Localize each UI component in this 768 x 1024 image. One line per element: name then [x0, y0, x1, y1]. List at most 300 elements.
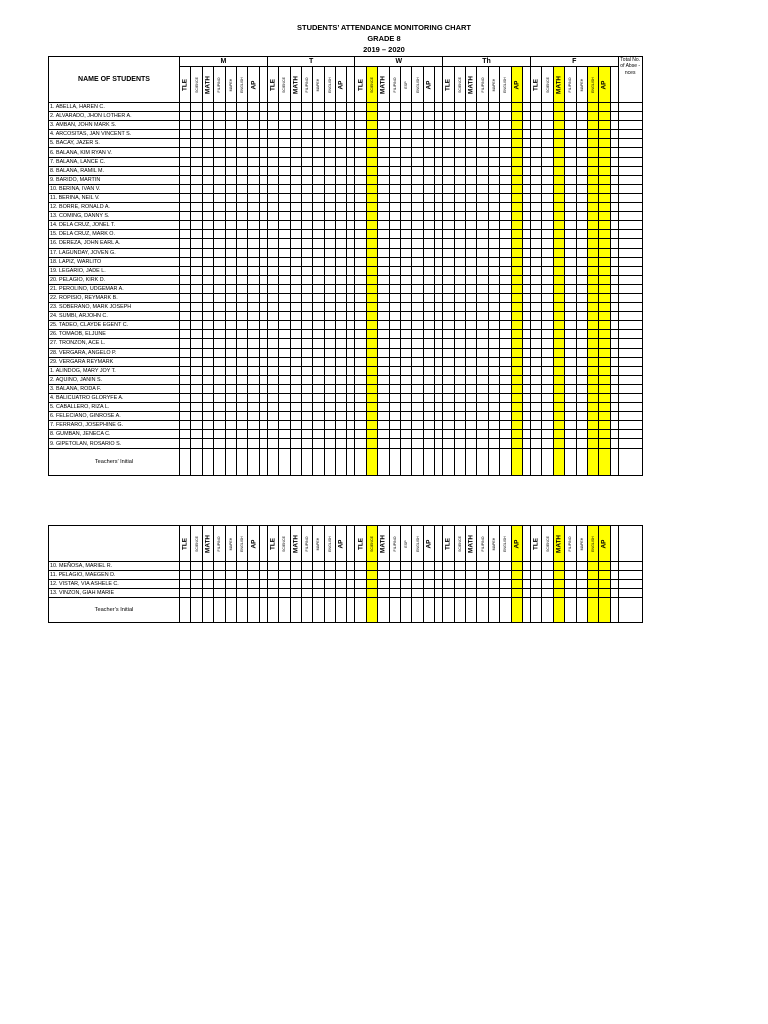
attendance-cell[interactable] — [530, 166, 541, 175]
attendance-cell[interactable] — [225, 257, 236, 266]
attendance-cell[interactable] — [324, 330, 335, 339]
attendance-cell[interactable] — [214, 139, 225, 148]
attendance-cell[interactable] — [488, 184, 499, 193]
attendance-cell[interactable] — [180, 239, 191, 248]
attendance-cell[interactable] — [454, 303, 465, 312]
attendance-cell[interactable] — [180, 598, 191, 623]
attendance-cell[interactable] — [401, 257, 412, 266]
attendance-cell[interactable] — [214, 448, 225, 475]
attendance-cell[interactable] — [454, 266, 465, 275]
attendance-cell[interactable] — [576, 348, 587, 357]
attendance-cell[interactable] — [401, 348, 412, 357]
attendance-cell[interactable] — [553, 412, 564, 421]
attendance-cell[interactable] — [443, 375, 454, 384]
attendance-cell[interactable] — [225, 375, 236, 384]
attendance-cell[interactable] — [225, 148, 236, 157]
attendance-cell[interactable] — [366, 394, 377, 403]
attendance-cell[interactable] — [236, 148, 247, 157]
attendance-cell[interactable] — [301, 357, 312, 366]
attendance-cell[interactable] — [301, 394, 312, 403]
attendance-cell[interactable] — [587, 357, 598, 366]
attendance-cell[interactable] — [378, 175, 389, 184]
attendance-cell[interactable] — [313, 266, 324, 275]
attendance-cell[interactable] — [443, 157, 454, 166]
attendance-cell[interactable] — [477, 589, 488, 598]
attendance-cell[interactable] — [412, 166, 423, 175]
attendance-cell[interactable] — [401, 366, 412, 375]
attendance-cell[interactable] — [279, 348, 290, 357]
attendance-cell[interactable] — [599, 312, 610, 321]
attendance-cell[interactable] — [587, 157, 598, 166]
total-absences-cell[interactable] — [618, 203, 642, 212]
attendance-cell[interactable] — [378, 394, 389, 403]
attendance-cell[interactable] — [599, 148, 610, 157]
total-absences-cell[interactable] — [618, 421, 642, 430]
attendance-cell[interactable] — [290, 303, 301, 312]
attendance-cell[interactable] — [279, 448, 290, 475]
attendance-cell[interactable] — [423, 412, 434, 421]
attendance-cell[interactable] — [423, 248, 434, 257]
attendance-cell[interactable] — [587, 448, 598, 475]
attendance-cell[interactable] — [225, 293, 236, 302]
attendance-cell[interactable] — [236, 184, 247, 193]
attendance-cell[interactable] — [412, 230, 423, 239]
attendance-cell[interactable] — [366, 184, 377, 193]
attendance-cell[interactable] — [279, 321, 290, 330]
attendance-cell[interactable] — [530, 580, 541, 589]
attendance-cell[interactable] — [248, 421, 259, 430]
total-absences-cell[interactable] — [618, 439, 642, 448]
attendance-cell[interactable] — [324, 412, 335, 421]
attendance-cell[interactable] — [248, 303, 259, 312]
attendance-cell[interactable] — [401, 230, 412, 239]
attendance-cell[interactable] — [454, 357, 465, 366]
attendance-cell[interactable] — [202, 580, 213, 589]
attendance-cell[interactable] — [324, 430, 335, 439]
attendance-cell[interactable] — [366, 203, 377, 212]
attendance-cell[interactable] — [587, 230, 598, 239]
attendance-cell[interactable] — [500, 166, 511, 175]
attendance-cell[interactable] — [236, 248, 247, 257]
attendance-cell[interactable] — [301, 284, 312, 293]
attendance-cell[interactable] — [542, 430, 553, 439]
attendance-cell[interactable] — [378, 266, 389, 275]
attendance-cell[interactable] — [488, 589, 499, 598]
attendance-cell[interactable] — [378, 248, 389, 257]
attendance-cell[interactable] — [301, 239, 312, 248]
attendance-cell[interactable] — [511, 257, 522, 266]
attendance-cell[interactable] — [477, 103, 488, 112]
attendance-cell[interactable] — [477, 571, 488, 580]
total-absences-cell[interactable] — [618, 230, 642, 239]
total-absences-cell[interactable] — [618, 103, 642, 112]
attendance-cell[interactable] — [336, 421, 347, 430]
attendance-cell[interactable] — [236, 339, 247, 348]
attendance-cell[interactable] — [313, 293, 324, 302]
attendance-cell[interactable] — [279, 403, 290, 412]
attendance-cell[interactable] — [542, 412, 553, 421]
attendance-cell[interactable] — [191, 130, 202, 139]
attendance-cell[interactable] — [248, 312, 259, 321]
total-absences-cell[interactable] — [618, 130, 642, 139]
attendance-cell[interactable] — [214, 403, 225, 412]
attendance-cell[interactable] — [587, 266, 598, 275]
attendance-cell[interactable] — [454, 403, 465, 412]
attendance-cell[interactable] — [267, 348, 278, 357]
attendance-cell[interactable] — [454, 221, 465, 230]
attendance-cell[interactable] — [599, 330, 610, 339]
attendance-cell[interactable] — [401, 330, 412, 339]
attendance-cell[interactable] — [565, 580, 576, 589]
attendance-cell[interactable] — [511, 448, 522, 475]
attendance-cell[interactable] — [225, 366, 236, 375]
attendance-cell[interactable] — [423, 275, 434, 284]
attendance-cell[interactable] — [565, 348, 576, 357]
attendance-cell[interactable] — [301, 321, 312, 330]
attendance-cell[interactable] — [180, 175, 191, 184]
attendance-cell[interactable] — [530, 239, 541, 248]
attendance-cell[interactable] — [214, 303, 225, 312]
attendance-cell[interactable] — [530, 130, 541, 139]
attendance-cell[interactable] — [530, 303, 541, 312]
attendance-cell[interactable] — [465, 239, 476, 248]
attendance-cell[interactable] — [180, 430, 191, 439]
attendance-cell[interactable] — [248, 121, 259, 130]
attendance-cell[interactable] — [248, 430, 259, 439]
attendance-cell[interactable] — [366, 103, 377, 112]
attendance-cell[interactable] — [454, 430, 465, 439]
attendance-cell[interactable] — [378, 230, 389, 239]
attendance-cell[interactable] — [565, 103, 576, 112]
attendance-cell[interactable] — [202, 421, 213, 430]
attendance-cell[interactable] — [248, 212, 259, 221]
attendance-cell[interactable] — [401, 562, 412, 571]
total-absences-cell[interactable] — [618, 284, 642, 293]
attendance-cell[interactable] — [599, 248, 610, 257]
attendance-cell[interactable] — [301, 412, 312, 421]
attendance-cell[interactable] — [248, 275, 259, 284]
attendance-cell[interactable] — [191, 321, 202, 330]
attendance-cell[interactable] — [412, 175, 423, 184]
attendance-cell[interactable] — [290, 248, 301, 257]
attendance-cell[interactable] — [477, 303, 488, 312]
attendance-cell[interactable] — [599, 221, 610, 230]
attendance-cell[interactable] — [443, 257, 454, 266]
attendance-cell[interactable] — [576, 175, 587, 184]
attendance-cell[interactable] — [412, 184, 423, 193]
attendance-cell[interactable] — [530, 157, 541, 166]
attendance-cell[interactable] — [324, 366, 335, 375]
attendance-cell[interactable] — [443, 130, 454, 139]
attendance-cell[interactable] — [324, 357, 335, 366]
attendance-cell[interactable] — [301, 375, 312, 384]
attendance-cell[interactable] — [214, 230, 225, 239]
attendance-cell[interactable] — [454, 130, 465, 139]
attendance-cell[interactable] — [530, 221, 541, 230]
attendance-cell[interactable] — [389, 348, 400, 357]
attendance-cell[interactable] — [488, 239, 499, 248]
attendance-cell[interactable] — [401, 266, 412, 275]
attendance-cell[interactable] — [378, 121, 389, 130]
attendance-cell[interactable] — [454, 184, 465, 193]
attendance-cell[interactable] — [324, 421, 335, 430]
attendance-cell[interactable] — [248, 175, 259, 184]
attendance-cell[interactable] — [423, 439, 434, 448]
attendance-cell[interactable] — [454, 139, 465, 148]
attendance-cell[interactable] — [366, 562, 377, 571]
attendance-cell[interactable] — [191, 339, 202, 348]
attendance-cell[interactable] — [576, 321, 587, 330]
attendance-cell[interactable] — [225, 284, 236, 293]
attendance-cell[interactable] — [389, 193, 400, 202]
attendance-cell[interactable] — [336, 221, 347, 230]
attendance-cell[interactable] — [530, 562, 541, 571]
attendance-cell[interactable] — [279, 598, 290, 623]
attendance-cell[interactable] — [401, 293, 412, 302]
attendance-cell[interactable] — [542, 439, 553, 448]
attendance-cell[interactable] — [599, 439, 610, 448]
attendance-cell[interactable] — [301, 130, 312, 139]
attendance-cell[interactable] — [366, 357, 377, 366]
attendance-cell[interactable] — [301, 166, 312, 175]
attendance-cell[interactable] — [488, 203, 499, 212]
attendance-cell[interactable] — [313, 439, 324, 448]
attendance-cell[interactable] — [180, 148, 191, 157]
total-absences-cell[interactable] — [618, 257, 642, 266]
attendance-cell[interactable] — [301, 439, 312, 448]
attendance-cell[interactable] — [401, 203, 412, 212]
attendance-cell[interactable] — [336, 312, 347, 321]
attendance-cell[interactable] — [202, 275, 213, 284]
attendance-cell[interactable] — [565, 230, 576, 239]
attendance-cell[interactable] — [191, 184, 202, 193]
attendance-cell[interactable] — [488, 157, 499, 166]
attendance-cell[interactable] — [423, 130, 434, 139]
attendance-cell[interactable] — [511, 384, 522, 393]
attendance-cell[interactable] — [279, 230, 290, 239]
attendance-cell[interactable] — [542, 421, 553, 430]
attendance-cell[interactable] — [279, 239, 290, 248]
attendance-cell[interactable] — [553, 266, 564, 275]
attendance-cell[interactable] — [500, 375, 511, 384]
attendance-cell[interactable] — [443, 112, 454, 121]
attendance-cell[interactable] — [423, 589, 434, 598]
attendance-cell[interactable] — [202, 321, 213, 330]
attendance-cell[interactable] — [599, 348, 610, 357]
attendance-cell[interactable] — [477, 339, 488, 348]
attendance-cell[interactable] — [301, 221, 312, 230]
attendance-cell[interactable] — [336, 266, 347, 275]
total-absences-cell[interactable] — [618, 384, 642, 393]
attendance-cell[interactable] — [366, 193, 377, 202]
attendance-cell[interactable] — [313, 212, 324, 221]
attendance-cell[interactable] — [389, 562, 400, 571]
attendance-cell[interactable] — [214, 184, 225, 193]
attendance-cell[interactable] — [553, 166, 564, 175]
attendance-cell[interactable] — [443, 598, 454, 623]
attendance-cell[interactable] — [423, 293, 434, 302]
attendance-cell[interactable] — [488, 312, 499, 321]
attendance-cell[interactable] — [336, 157, 347, 166]
attendance-cell[interactable] — [202, 284, 213, 293]
attendance-cell[interactable] — [423, 157, 434, 166]
attendance-cell[interactable] — [530, 448, 541, 475]
attendance-cell[interactable] — [313, 421, 324, 430]
attendance-cell[interactable] — [389, 121, 400, 130]
attendance-cell[interactable] — [366, 339, 377, 348]
attendance-cell[interactable] — [313, 321, 324, 330]
attendance-cell[interactable] — [324, 266, 335, 275]
attendance-cell[interactable] — [443, 275, 454, 284]
attendance-cell[interactable] — [355, 112, 366, 121]
attendance-cell[interactable] — [576, 430, 587, 439]
attendance-cell[interactable] — [412, 394, 423, 403]
attendance-cell[interactable] — [443, 366, 454, 375]
attendance-cell[interactable] — [412, 221, 423, 230]
attendance-cell[interactable] — [542, 257, 553, 266]
attendance-cell[interactable] — [290, 312, 301, 321]
attendance-cell[interactable] — [511, 112, 522, 121]
attendance-cell[interactable] — [324, 339, 335, 348]
attendance-cell[interactable] — [378, 193, 389, 202]
attendance-cell[interactable] — [576, 375, 587, 384]
attendance-cell[interactable] — [313, 139, 324, 148]
attendance-cell[interactable] — [401, 598, 412, 623]
attendance-cell[interactable] — [465, 284, 476, 293]
attendance-cell[interactable] — [500, 103, 511, 112]
attendance-cell[interactable] — [202, 589, 213, 598]
attendance-cell[interactable] — [236, 275, 247, 284]
attendance-cell[interactable] — [248, 166, 259, 175]
attendance-cell[interactable] — [511, 166, 522, 175]
attendance-cell[interactable] — [576, 330, 587, 339]
attendance-cell[interactable] — [443, 312, 454, 321]
attendance-cell[interactable] — [214, 148, 225, 157]
attendance-cell[interactable] — [267, 257, 278, 266]
attendance-cell[interactable] — [530, 275, 541, 284]
attendance-cell[interactable] — [511, 239, 522, 248]
attendance-cell[interactable] — [313, 175, 324, 184]
attendance-cell[interactable] — [355, 130, 366, 139]
attendance-cell[interactable] — [225, 166, 236, 175]
attendance-cell[interactable] — [248, 375, 259, 384]
attendance-cell[interactable] — [267, 148, 278, 157]
attendance-cell[interactable] — [401, 121, 412, 130]
attendance-cell[interactable] — [301, 403, 312, 412]
attendance-cell[interactable] — [389, 339, 400, 348]
attendance-cell[interactable] — [236, 439, 247, 448]
attendance-cell[interactable] — [378, 403, 389, 412]
attendance-cell[interactable] — [202, 384, 213, 393]
attendance-cell[interactable] — [180, 193, 191, 202]
attendance-cell[interactable] — [202, 562, 213, 571]
attendance-cell[interactable] — [565, 312, 576, 321]
attendance-cell[interactable] — [236, 203, 247, 212]
attendance-cell[interactable] — [191, 212, 202, 221]
attendance-cell[interactable] — [565, 403, 576, 412]
attendance-cell[interactable] — [378, 384, 389, 393]
attendance-cell[interactable] — [412, 284, 423, 293]
attendance-cell[interactable] — [587, 375, 598, 384]
attendance-cell[interactable] — [324, 221, 335, 230]
attendance-cell[interactable] — [488, 403, 499, 412]
attendance-cell[interactable] — [191, 312, 202, 321]
attendance-cell[interactable] — [599, 357, 610, 366]
attendance-cell[interactable] — [530, 439, 541, 448]
attendance-cell[interactable] — [443, 239, 454, 248]
attendance-cell[interactable] — [542, 139, 553, 148]
attendance-cell[interactable] — [530, 366, 541, 375]
attendance-cell[interactable] — [324, 571, 335, 580]
total-absences-cell[interactable] — [618, 312, 642, 321]
attendance-cell[interactable] — [378, 275, 389, 284]
attendance-cell[interactable] — [511, 580, 522, 589]
attendance-cell[interactable] — [279, 257, 290, 266]
attendance-cell[interactable] — [336, 148, 347, 157]
attendance-cell[interactable] — [290, 384, 301, 393]
attendance-cell[interactable] — [355, 103, 366, 112]
attendance-cell[interactable] — [355, 330, 366, 339]
attendance-cell[interactable] — [336, 348, 347, 357]
attendance-cell[interactable] — [313, 562, 324, 571]
attendance-cell[interactable] — [279, 275, 290, 284]
attendance-cell[interactable] — [542, 384, 553, 393]
attendance-cell[interactable] — [324, 257, 335, 266]
attendance-cell[interactable] — [465, 248, 476, 257]
attendance-cell[interactable] — [542, 112, 553, 121]
attendance-cell[interactable] — [324, 184, 335, 193]
attendance-cell[interactable] — [202, 439, 213, 448]
attendance-cell[interactable] — [587, 257, 598, 266]
attendance-cell[interactable] — [500, 212, 511, 221]
attendance-cell[interactable] — [553, 112, 564, 121]
attendance-cell[interactable] — [401, 175, 412, 184]
attendance-cell[interactable] — [202, 121, 213, 130]
attendance-cell[interactable] — [279, 589, 290, 598]
attendance-cell[interactable] — [202, 157, 213, 166]
attendance-cell[interactable] — [180, 266, 191, 275]
attendance-cell[interactable] — [553, 148, 564, 157]
attendance-cell[interactable] — [214, 321, 225, 330]
attendance-cell[interactable] — [576, 184, 587, 193]
attendance-cell[interactable] — [301, 330, 312, 339]
attendance-cell[interactable] — [180, 375, 191, 384]
attendance-cell[interactable] — [301, 571, 312, 580]
attendance-cell[interactable] — [542, 266, 553, 275]
attendance-cell[interactable] — [248, 412, 259, 421]
attendance-cell[interactable] — [576, 121, 587, 130]
attendance-cell[interactable] — [553, 375, 564, 384]
attendance-cell[interactable] — [565, 203, 576, 212]
attendance-cell[interactable] — [454, 248, 465, 257]
attendance-cell[interactable] — [576, 221, 587, 230]
attendance-cell[interactable] — [576, 394, 587, 403]
attendance-cell[interactable] — [267, 366, 278, 375]
attendance-cell[interactable] — [236, 571, 247, 580]
attendance-cell[interactable] — [423, 257, 434, 266]
attendance-cell[interactable] — [225, 394, 236, 403]
attendance-cell[interactable] — [576, 103, 587, 112]
attendance-cell[interactable] — [401, 112, 412, 121]
attendance-cell[interactable] — [587, 175, 598, 184]
attendance-cell[interactable] — [412, 330, 423, 339]
attendance-cell[interactable] — [180, 439, 191, 448]
attendance-cell[interactable] — [423, 284, 434, 293]
attendance-cell[interactable] — [530, 212, 541, 221]
attendance-cell[interactable] — [565, 166, 576, 175]
attendance-cell[interactable] — [599, 130, 610, 139]
attendance-cell[interactable] — [488, 257, 499, 266]
